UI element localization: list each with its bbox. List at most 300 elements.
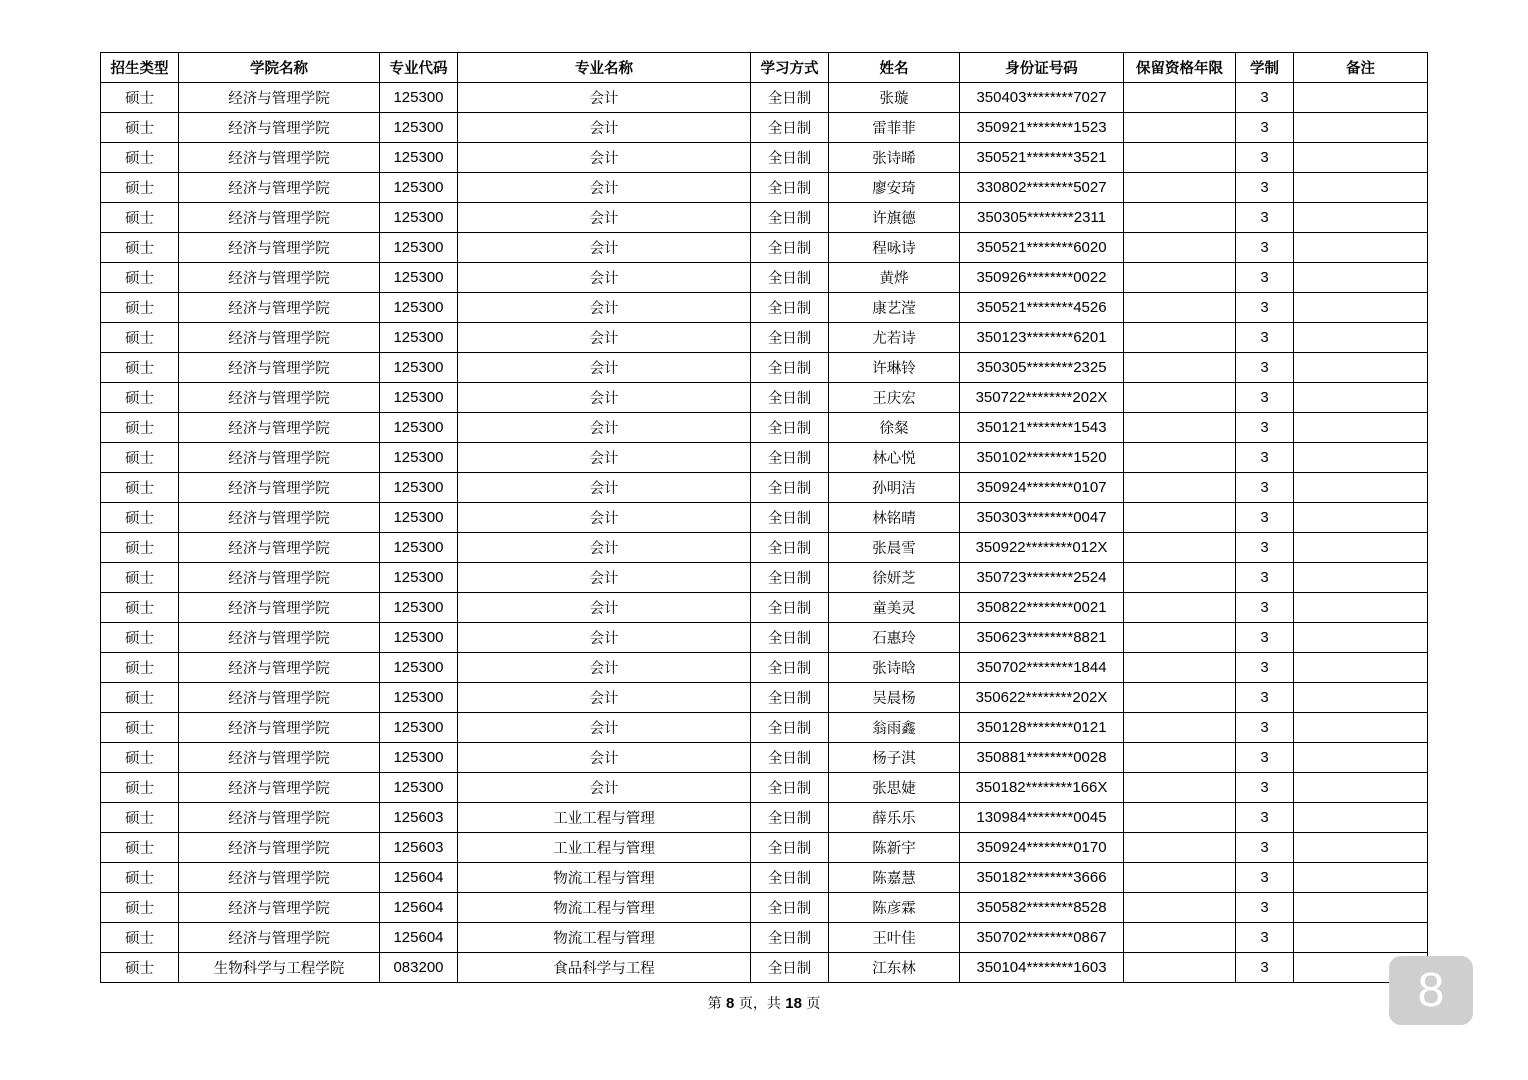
cell-retention-years (1124, 353, 1236, 383)
cell-admission-type: 硕士 (101, 143, 179, 173)
cell-remarks (1294, 533, 1428, 563)
cell-remarks (1294, 713, 1428, 743)
cell-duration: 3 (1236, 833, 1294, 863)
cell-duration: 3 (1236, 893, 1294, 923)
cell-retention-years (1124, 953, 1236, 983)
cell-college-name: 经济与管理学院 (179, 713, 380, 743)
header-remarks: 备注 (1294, 53, 1428, 83)
cell-id-number: 350521********3521 (960, 143, 1124, 173)
cell-student-name: 王庆宏 (829, 383, 960, 413)
cell-college-name: 经济与管理学院 (179, 383, 380, 413)
cell-student-name: 黄烨 (829, 263, 960, 293)
cell-major-name: 会计 (458, 683, 751, 713)
cell-college-name: 经济与管理学院 (179, 533, 380, 563)
cell-admission-type: 硕士 (101, 503, 179, 533)
cell-retention-years (1124, 443, 1236, 473)
cell-remarks (1294, 563, 1428, 593)
cell-study-mode: 全日制 (751, 233, 829, 263)
cell-duration: 3 (1236, 323, 1294, 353)
cell-major-name: 工业工程与管理 (458, 833, 751, 863)
cell-study-mode: 全日制 (751, 533, 829, 563)
cell-student-name: 林铭晴 (829, 503, 960, 533)
cell-admission-type: 硕士 (101, 683, 179, 713)
cell-remarks (1294, 113, 1428, 143)
table-row (101, 773, 1428, 803)
cell-major-name: 物流工程与管理 (458, 863, 751, 893)
cell-duration: 3 (1236, 83, 1294, 113)
cell-study-mode: 全日制 (751, 83, 829, 113)
cell-duration: 3 (1236, 743, 1294, 773)
cell-id-number: 350403********7027 (960, 83, 1124, 113)
cell-retention-years (1124, 743, 1236, 773)
cell-duration: 3 (1236, 293, 1294, 323)
cell-retention-years (1124, 893, 1236, 923)
cell-retention-years (1124, 473, 1236, 503)
cell-major-code: 125300 (380, 353, 458, 383)
cell-major-name: 会计 (458, 563, 751, 593)
cell-retention-years (1124, 113, 1236, 143)
cell-college-name: 经济与管理学院 (179, 923, 380, 953)
cell-retention-years (1124, 533, 1236, 563)
cell-major-code: 125300 (380, 383, 458, 413)
table-row (101, 683, 1428, 713)
cell-major-code: 125604 (380, 923, 458, 953)
cell-college-name: 经济与管理学院 (179, 743, 380, 773)
cell-study-mode: 全日制 (751, 143, 829, 173)
cell-major-code: 125300 (380, 653, 458, 683)
cell-retention-years (1124, 233, 1236, 263)
cell-id-number: 350121********1543 (960, 413, 1124, 443)
cell-id-number: 350922********012X (960, 533, 1124, 563)
cell-retention-years (1124, 383, 1236, 413)
table-row (101, 563, 1428, 593)
cell-duration: 3 (1236, 413, 1294, 443)
table-row (101, 473, 1428, 503)
cell-major-name: 会计 (458, 713, 751, 743)
cell-duration: 3 (1236, 473, 1294, 503)
cell-major-name: 会计 (458, 293, 751, 323)
cell-remarks (1294, 443, 1428, 473)
table-row (101, 413, 1428, 443)
cell-major-code: 125300 (380, 83, 458, 113)
cell-student-name: 童美灵 (829, 593, 960, 623)
cell-retention-years (1124, 923, 1236, 953)
cell-admission-type: 硕士 (101, 533, 179, 563)
cell-remarks (1294, 743, 1428, 773)
cell-study-mode: 全日制 (751, 113, 829, 143)
cell-college-name: 经济与管理学院 (179, 803, 380, 833)
cell-study-mode: 全日制 (751, 623, 829, 653)
cell-admission-type: 硕士 (101, 113, 179, 143)
cell-student-name: 陈彦霖 (829, 893, 960, 923)
cell-college-name: 经济与管理学院 (179, 893, 380, 923)
cell-student-name: 许琳铃 (829, 353, 960, 383)
header-id-number: 身份证号码 (960, 53, 1124, 83)
footer-suffix: 页 (806, 996, 821, 1012)
cell-remarks (1294, 593, 1428, 623)
cell-major-code: 125300 (380, 173, 458, 203)
cell-college-name: 经济与管理学院 (179, 653, 380, 683)
cell-major-code: 125300 (380, 233, 458, 263)
cell-major-code: 125300 (380, 203, 458, 233)
cell-retention-years (1124, 83, 1236, 113)
cell-college-name: 经济与管理学院 (179, 413, 380, 443)
cell-remarks (1294, 293, 1428, 323)
cell-study-mode: 全日制 (751, 203, 829, 233)
cell-retention-years (1124, 203, 1236, 233)
header-major-code: 专业代码 (380, 53, 458, 83)
cell-college-name: 经济与管理学院 (179, 863, 380, 893)
cell-duration: 3 (1236, 533, 1294, 563)
cell-id-number: 350128********0121 (960, 713, 1124, 743)
cell-major-code: 125604 (380, 893, 458, 923)
cell-student-name: 张诗晗 (829, 653, 960, 683)
cell-college-name: 经济与管理学院 (179, 443, 380, 473)
table-row (101, 833, 1428, 863)
cell-id-number: 330802********5027 (960, 173, 1124, 203)
table-row (101, 653, 1428, 683)
cell-retention-years (1124, 653, 1236, 683)
cell-student-name: 尤若诗 (829, 323, 960, 353)
cell-remarks (1294, 503, 1428, 533)
table-row (101, 923, 1428, 953)
cell-id-number: 130984********0045 (960, 803, 1124, 833)
cell-remarks (1294, 383, 1428, 413)
cell-major-name: 会计 (458, 233, 751, 263)
cell-major-code: 125300 (380, 623, 458, 653)
cell-remarks (1294, 773, 1428, 803)
cell-id-number: 350303********0047 (960, 503, 1124, 533)
cell-college-name: 经济与管理学院 (179, 473, 380, 503)
cell-admission-type: 硕士 (101, 893, 179, 923)
cell-major-code: 125300 (380, 323, 458, 353)
cell-duration: 3 (1236, 623, 1294, 653)
cell-admission-type: 硕士 (101, 863, 179, 893)
cell-retention-years (1124, 803, 1236, 833)
cell-duration: 3 (1236, 233, 1294, 263)
cell-major-name: 会计 (458, 743, 751, 773)
table-row (101, 803, 1428, 833)
cell-college-name: 经济与管理学院 (179, 173, 380, 203)
cell-student-name: 徐妍芝 (829, 563, 960, 593)
cell-admission-type: 硕士 (101, 383, 179, 413)
cell-study-mode: 全日制 (751, 923, 829, 953)
cell-duration: 3 (1236, 443, 1294, 473)
cell-student-name: 翁雨鑫 (829, 713, 960, 743)
cell-duration: 3 (1236, 593, 1294, 623)
cell-major-name: 会计 (458, 143, 751, 173)
table-row (101, 623, 1428, 653)
cell-major-name: 会计 (458, 773, 751, 803)
cell-study-mode: 全日制 (751, 593, 829, 623)
cell-id-number: 350924********0107 (960, 473, 1124, 503)
cell-study-mode: 全日制 (751, 383, 829, 413)
cell-retention-years (1124, 863, 1236, 893)
cell-admission-type: 硕士 (101, 203, 179, 233)
cell-admission-type: 硕士 (101, 233, 179, 263)
cell-admission-type: 硕士 (101, 653, 179, 683)
cell-study-mode: 全日制 (751, 743, 829, 773)
cell-college-name: 经济与管理学院 (179, 503, 380, 533)
cell-major-name: 会计 (458, 593, 751, 623)
cell-admission-type: 硕士 (101, 923, 179, 953)
cell-id-number: 350123********6201 (960, 323, 1124, 353)
cell-study-mode: 全日制 (751, 443, 829, 473)
table-row (101, 293, 1428, 323)
cell-major-code: 125300 (380, 743, 458, 773)
table-row (101, 203, 1428, 233)
cell-student-name: 孙明洁 (829, 473, 960, 503)
cell-admission-type: 硕士 (101, 743, 179, 773)
table-body (101, 83, 1428, 983)
table-row (101, 443, 1428, 473)
cell-major-name: 会计 (458, 323, 751, 353)
cell-study-mode: 全日制 (751, 413, 829, 443)
cell-college-name: 经济与管理学院 (179, 263, 380, 293)
cell-major-name: 会计 (458, 533, 751, 563)
table-row (101, 143, 1428, 173)
header-duration: 学制 (1236, 53, 1294, 83)
cell-remarks (1294, 353, 1428, 383)
table-row (101, 173, 1428, 203)
header-admission-type: 招生类型 (101, 53, 179, 83)
footer-total-pages: 18 (785, 995, 802, 1012)
cell-study-mode: 全日制 (751, 953, 829, 983)
cell-admission-type: 硕士 (101, 323, 179, 353)
cell-id-number: 350104********1603 (960, 953, 1124, 983)
cell-remarks (1294, 473, 1428, 503)
cell-student-name: 张璇 (829, 83, 960, 113)
cell-id-number: 350521********4526 (960, 293, 1124, 323)
cell-duration: 3 (1236, 503, 1294, 533)
cell-admission-type: 硕士 (101, 773, 179, 803)
cell-major-code: 125300 (380, 593, 458, 623)
cell-student-name: 程咏诗 (829, 233, 960, 263)
cell-remarks (1294, 803, 1428, 833)
cell-major-code: 125300 (380, 683, 458, 713)
cell-major-name: 会计 (458, 383, 751, 413)
cell-college-name: 经济与管理学院 (179, 233, 380, 263)
cell-id-number: 350702********0867 (960, 923, 1124, 953)
cell-id-number: 350102********1520 (960, 443, 1124, 473)
cell-remarks (1294, 893, 1428, 923)
cell-student-name: 张诗晞 (829, 143, 960, 173)
table-row (101, 893, 1428, 923)
cell-student-name: 许旗德 (829, 203, 960, 233)
cell-remarks (1294, 833, 1428, 863)
cell-id-number: 350305********2311 (960, 203, 1124, 233)
cell-admission-type: 硕士 (101, 803, 179, 833)
cell-study-mode: 全日制 (751, 713, 829, 743)
table-row (101, 233, 1428, 263)
cell-id-number: 350521********6020 (960, 233, 1124, 263)
cell-id-number: 350702********1844 (960, 653, 1124, 683)
cell-id-number: 350182********3666 (960, 863, 1124, 893)
table-row (101, 863, 1428, 893)
cell-study-mode: 全日制 (751, 893, 829, 923)
cell-study-mode: 全日制 (751, 473, 829, 503)
cell-duration: 3 (1236, 383, 1294, 413)
page-footer (0, 993, 1528, 1013)
cell-major-code: 125300 (380, 503, 458, 533)
cell-college-name: 经济与管理学院 (179, 353, 380, 383)
cell-study-mode: 全日制 (751, 803, 829, 833)
cell-major-name: 会计 (458, 83, 751, 113)
cell-admission-type: 硕士 (101, 293, 179, 323)
cell-major-name: 物流工程与管理 (458, 923, 751, 953)
cell-student-name: 薛乐乐 (829, 803, 960, 833)
cell-retention-years (1124, 173, 1236, 203)
table-row (101, 113, 1428, 143)
cell-duration: 3 (1236, 563, 1294, 593)
page-number-badge: 8 (1389, 956, 1473, 1025)
cell-study-mode: 全日制 (751, 563, 829, 593)
cell-remarks (1294, 83, 1428, 113)
cell-college-name: 经济与管理学院 (179, 83, 380, 113)
cell-admission-type: 硕士 (101, 443, 179, 473)
cell-major-code: 125300 (380, 563, 458, 593)
cell-college-name: 生物科学与工程学院 (179, 953, 380, 983)
cell-duration: 3 (1236, 773, 1294, 803)
cell-major-name: 会计 (458, 473, 751, 503)
cell-student-name: 张晨雪 (829, 533, 960, 563)
cell-study-mode: 全日制 (751, 863, 829, 893)
header-study-mode: 学习方式 (751, 53, 829, 83)
footer-middle: 页，共 (738, 996, 781, 1012)
cell-duration: 3 (1236, 923, 1294, 953)
cell-major-name: 会计 (458, 653, 751, 683)
cell-major-code: 125300 (380, 713, 458, 743)
cell-major-code: 125300 (380, 443, 458, 473)
cell-study-mode: 全日制 (751, 293, 829, 323)
cell-remarks (1294, 653, 1428, 683)
cell-student-name: 廖安琦 (829, 173, 960, 203)
cell-study-mode: 全日制 (751, 173, 829, 203)
cell-student-name: 江东林 (829, 953, 960, 983)
cell-remarks (1294, 233, 1428, 263)
cell-student-name: 吴晨杨 (829, 683, 960, 713)
table-row (101, 713, 1428, 743)
cell-study-mode: 全日制 (751, 653, 829, 683)
cell-retention-years (1124, 263, 1236, 293)
cell-retention-years (1124, 833, 1236, 863)
cell-duration: 3 (1236, 353, 1294, 383)
cell-admission-type: 硕士 (101, 473, 179, 503)
cell-major-code: 125300 (380, 143, 458, 173)
cell-retention-years (1124, 143, 1236, 173)
cell-major-code: 125603 (380, 803, 458, 833)
cell-admission-type: 硕士 (101, 173, 179, 203)
cell-admission-type: 硕士 (101, 353, 179, 383)
cell-retention-years (1124, 293, 1236, 323)
cell-duration: 3 (1236, 143, 1294, 173)
cell-major-code: 083200 (380, 953, 458, 983)
cell-remarks (1294, 623, 1428, 653)
cell-major-name: 会计 (458, 413, 751, 443)
table-row (101, 353, 1428, 383)
cell-id-number: 350722********202X (960, 383, 1124, 413)
table-row (101, 503, 1428, 533)
cell-admission-type: 硕士 (101, 563, 179, 593)
table-row (101, 593, 1428, 623)
cell-major-code: 125300 (380, 533, 458, 563)
cell-major-code: 125300 (380, 263, 458, 293)
cell-retention-years (1124, 323, 1236, 353)
cell-college-name: 经济与管理学院 (179, 833, 380, 863)
cell-remarks (1294, 413, 1428, 443)
cell-retention-years (1124, 593, 1236, 623)
header-name: 姓名 (829, 53, 960, 83)
table-row (101, 323, 1428, 353)
cell-admission-type: 硕士 (101, 83, 179, 113)
table-row (101, 263, 1428, 293)
table-row (101, 743, 1428, 773)
cell-study-mode: 全日制 (751, 323, 829, 353)
cell-admission-type: 硕士 (101, 833, 179, 863)
cell-college-name: 经济与管理学院 (179, 563, 380, 593)
cell-id-number: 350623********8821 (960, 623, 1124, 653)
cell-student-name: 石惠玲 (829, 623, 960, 653)
cell-id-number: 350881********0028 (960, 743, 1124, 773)
cell-major-name: 会计 (458, 503, 751, 533)
cell-major-code: 125300 (380, 773, 458, 803)
cell-id-number: 350305********2325 (960, 353, 1124, 383)
header-retention-years: 保留资格年限 (1124, 53, 1236, 83)
cell-major-code: 125300 (380, 413, 458, 443)
cell-major-name: 会计 (458, 113, 751, 143)
cell-id-number: 350921********1523 (960, 113, 1124, 143)
table-row (101, 383, 1428, 413)
cell-major-name: 会计 (458, 173, 751, 203)
cell-id-number: 350822********0021 (960, 593, 1124, 623)
cell-remarks (1294, 923, 1428, 953)
cell-student-name: 林心悦 (829, 443, 960, 473)
cell-duration: 3 (1236, 263, 1294, 293)
cell-duration: 3 (1236, 113, 1294, 143)
cell-id-number: 350924********0170 (960, 833, 1124, 863)
cell-major-code: 125300 (380, 113, 458, 143)
cell-study-mode: 全日制 (751, 263, 829, 293)
cell-remarks (1294, 173, 1428, 203)
cell-major-name: 会计 (458, 443, 751, 473)
cell-major-name: 工业工程与管理 (458, 803, 751, 833)
cell-remarks (1294, 683, 1428, 713)
cell-major-code: 125604 (380, 863, 458, 893)
cell-admission-type: 硕士 (101, 413, 179, 443)
cell-admission-type: 硕士 (101, 713, 179, 743)
cell-id-number: 350926********0022 (960, 263, 1124, 293)
cell-remarks (1294, 203, 1428, 233)
cell-student-name: 张思婕 (829, 773, 960, 803)
cell-duration: 3 (1236, 863, 1294, 893)
cell-study-mode: 全日制 (751, 503, 829, 533)
cell-id-number: 350582********8528 (960, 893, 1124, 923)
cell-college-name: 经济与管理学院 (179, 323, 380, 353)
cell-student-name: 杨子淇 (829, 743, 960, 773)
cell-id-number: 350723********2524 (960, 563, 1124, 593)
table-row (101, 83, 1428, 113)
cell-id-number: 350182********166X (960, 773, 1124, 803)
cell-duration: 3 (1236, 953, 1294, 983)
cell-study-mode: 全日制 (751, 773, 829, 803)
cell-admission-type: 硕士 (101, 953, 179, 983)
admission-list-table (100, 52, 1428, 983)
cell-major-code: 125300 (380, 293, 458, 323)
cell-major-name: 会计 (458, 263, 751, 293)
cell-major-name: 会计 (458, 203, 751, 233)
cell-retention-years (1124, 623, 1236, 653)
cell-retention-years (1124, 773, 1236, 803)
